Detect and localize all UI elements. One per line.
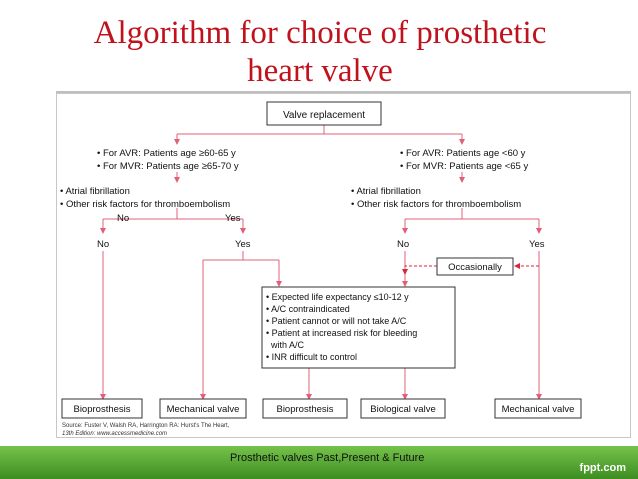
condition-4b: with A/C	[266, 340, 305, 350]
slide-title	[60, 14, 580, 90]
diagram-frame	[56, 93, 631, 438]
left-no-top: No	[117, 213, 130, 224]
condition-2: • A/C contraindicated	[266, 304, 350, 314]
left-yes: Yes	[235, 239, 251, 250]
root-label: Valve replacement	[282, 110, 366, 121]
brand-logo: fppt.com	[579, 462, 626, 474]
right-risk-2: • Other risk factors for thromboembolism	[351, 199, 522, 210]
right-criteria-1: • For AVR: Patients age <60 y	[400, 148, 526, 159]
left-risk-2: • Other risk factors for thromboembolism	[60, 199, 231, 210]
right-risk-1: • Atrial fibrillation	[351, 186, 421, 197]
footer-caption: Prosthetic valves Past,Present & Future	[230, 452, 425, 464]
title-line-2: heart valve	[247, 53, 393, 89]
left-yes-top: Yes	[225, 213, 241, 224]
outcome-mechanical-right: Mechanical valve	[501, 404, 575, 415]
flowchart	[57, 94, 632, 439]
source-line-2: 13th Edition: www.accessmedicine.com	[62, 431, 168, 437]
condition-4: • Patient at increased risk for bleeding	[266, 328, 418, 338]
left-no: No	[97, 239, 110, 250]
right-criteria-2: • For MVR: Patients age <65 y	[400, 161, 529, 172]
condition-1: • Expected life expectancy ≤10-12 y	[266, 292, 409, 302]
outcome-bioprosthesis-left: Bioprosthesis	[73, 404, 131, 415]
outcome-mechanical-left: Mechanical valve	[166, 404, 240, 415]
outcome-biological: Biological valve	[370, 404, 436, 415]
occasionally-label: Occasionally	[448, 262, 502, 273]
right-no: No	[397, 239, 410, 250]
condition-3: • Patient cannot or will not take A/C	[266, 316, 407, 326]
title-line-1: Algorithm for choice of prosthetic	[93, 15, 547, 51]
dashed-occasionally-to-no	[405, 266, 437, 274]
source-line-1: Source: Fuster V, Walsh RA, Harrington RA: Hurst's The Heart,	[62, 423, 230, 429]
left-criteria-1: • For AVR: Patients age ≥60-65 y	[97, 148, 236, 159]
condition-5: • INR difficult to control	[266, 352, 358, 362]
outcome-bioprosthesis-center: Bioprosthesis	[276, 404, 334, 415]
left-criteria-2: • For MVR: Patients age ≥65-70 y	[97, 161, 239, 172]
left-risk-1: • Atrial fibrillation	[60, 186, 130, 197]
right-yes: Yes	[529, 239, 545, 250]
